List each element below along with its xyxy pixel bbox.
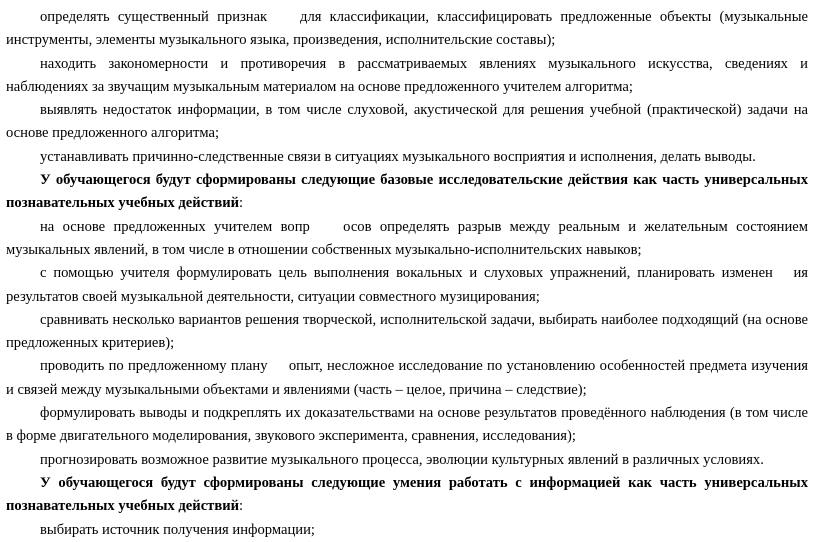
paragraph-heading-tail: : — [239, 498, 244, 515]
paragraph: формулировать выводы и подкреплять их доказательствами на основе результатов проведённого наблюдения (в том числе в форме двигательного моделирования, звукового эксперимента, сравнения, исследования); — [6, 405, 812, 445]
paragraph: выявлять недостаток информации, в том числе слуховой, акустической для решения учебной (практической) задачи на основе предложенного алгоритма; — [6, 102, 812, 142]
paragraph-heading-text: У обучающегося будут сформированы следующие базовые исследовательские действия как часть универсальных познавательных учебных действий — [6, 172, 812, 212]
paragraph: устанавливать причинно-следственные связи в ситуациях музыкального восприятия и исполнения, делать выводы. — [40, 148, 756, 165]
paragraph: прогнозировать возможное развитие музыкального процесса, эволюции культурных явлений в различных условиях. — [40, 451, 764, 468]
paragraph: определять существенный признак для классификации, классифицировать предложенные объекты (музыкальные инструменты, элементы музыкального языка, произведения, исполнительские составы); — [6, 9, 812, 49]
paragraph-heading-text: У обучающегося будут сформированы следующие умения работать с информацией как часть универсальных познавательных учебных действий — [6, 474, 812, 515]
paragraph: находить закономерности и противоречия в рассматриваемых явлениях музыкального искусства, сведениях и наблюдениях за звучащим музыкальным материалом на основе предложенного учителем алгоритма; — [6, 55, 812, 95]
paragraph: на основе предложенных учителем вопр осов определять разрыв между реальным и желательным состоянием музыкальных явлений, в том числе в отношении собственных музыкально-исполнительских навыков; — [6, 218, 812, 258]
paragraph: сравнивать несколько вариантов решения творческой, исполнительской задачи, выбирать наиболее подходящий (на основе предложенных критериев); — [6, 311, 812, 352]
paragraph-heading — [6, 472, 812, 519]
paragraph: проводить по предложенному плану опыт, несложное исследование по установлению особенностей предмета изучения и связей между музыкальными объектами и явлениями (часть – целое, причина – следствие); — [6, 358, 812, 398]
paragraph: с помощью учителя формулировать цель выполнения вокальных и слуховых упражнений, планировать изменен ия результатов своей музыкальной деятельности, ситуации совместного музицирования; — [6, 265, 812, 305]
paragraph-heading-tail: : — [239, 195, 244, 212]
paragraph-heading — [6, 169, 812, 216]
paragraph: выбирать источник получения информации; — [40, 521, 315, 538]
